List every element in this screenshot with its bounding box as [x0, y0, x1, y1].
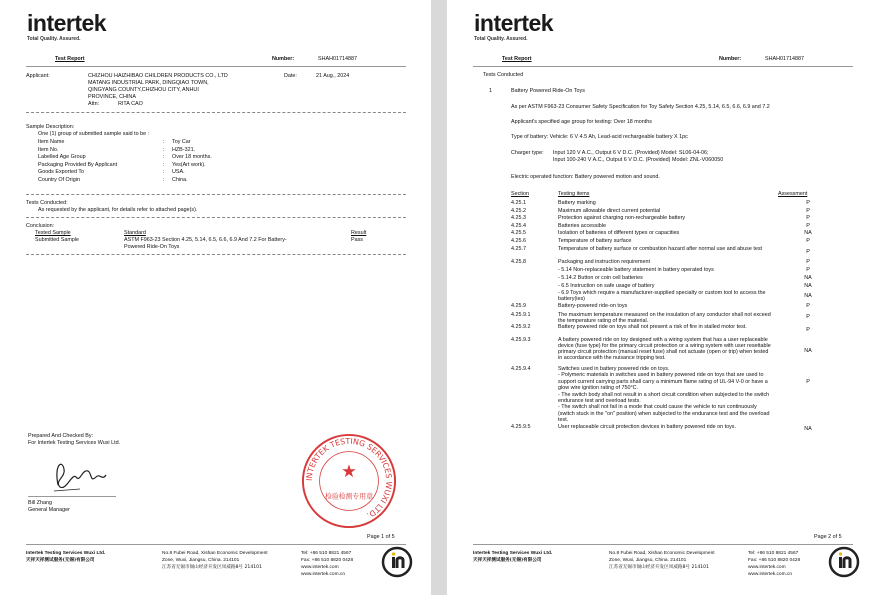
- number-label: Number:: [272, 56, 295, 62]
- footer-contact: Tel: +86 510 8821 4567: [748, 551, 799, 556]
- spec-line: As per ASTM F963-23 Consumer Safety Specification for Toy Safety Section 4.25, 5.14, 6.5, 6.6, 6.9 and 7.2: [511, 104, 770, 110]
- assessment-result: P: [806, 238, 810, 244]
- assessment-result: NA: [804, 282, 812, 289]
- colon-separator: :: [163, 161, 165, 168]
- section-number: 4.25.9.3: [511, 336, 531, 343]
- age-line: Applicant's specified age group for testing: Over 18 months: [511, 119, 652, 125]
- assessment-result: P: [806, 207, 810, 214]
- page-number: Page 1 of 5: [367, 534, 395, 540]
- sample-label: Country Of Origin: [38, 177, 80, 183]
- applicant-label: Applicant:: [26, 73, 50, 79]
- signer-name: Bill Zhang: [28, 500, 52, 506]
- assessment-result: P: [806, 303, 810, 310]
- section-number: 4.25.9.1: [511, 311, 531, 318]
- svg-text:INTERTEK TESTING SERVICES WUXI: INTERTEK TESTING SERVICES WUXI LTD.: [304, 436, 394, 521]
- section-number: 4.25.9.5: [511, 423, 531, 430]
- assessment-result: P: [806, 267, 810, 274]
- section-number: 4.25.2: [511, 207, 526, 214]
- electric-line: Electric operated function: Battery powered motion and sound.: [511, 174, 660, 180]
- assessment-result: P: [806, 222, 810, 229]
- header-rule: [26, 66, 406, 67]
- applicant-line: CHIZHOU HAIZHIBAO CHILDREN PRODUCTS CO., LTD: [88, 73, 228, 79]
- testing-item: User replaceable circuit protection devices in battery powered ride on toys.: [558, 423, 736, 430]
- testing-item: Isolation of batteries of different types or capacities: [558, 230, 680, 237]
- section-number: 4.25.7: [511, 245, 526, 252]
- footer-address: No.8 Fubei Road, Xishan Economic Development: [609, 551, 715, 556]
- assessment-result: P: [806, 215, 810, 222]
- footer-contact: Fax: +86 510 8820 0428: [748, 558, 801, 563]
- sample-label: Labelled Age Group: [38, 154, 86, 161]
- footer-company-cn: 天祥天祥测试服务(无锡)有限公司: [473, 558, 542, 563]
- testing-item: - 5.14 Non-replaceable battery statement in battery operated toys: [558, 267, 714, 274]
- testing-item: - The switch body shall not result in a short circuit condition when subjected to the switch endurance test and overload tests.: [558, 391, 770, 405]
- footer-contact: www.intertek.com: [748, 565, 786, 570]
- tested-sample: Submitted Sample: [35, 237, 80, 243]
- standard-line: ASTM F963-23 Section 4.25, 5.14, 6.5, 6.6, 6.9 And 7.2 For Battery-: [124, 237, 287, 243]
- col-section: Section: [511, 191, 529, 197]
- col-result: Result: [351, 230, 367, 236]
- report-title: Test Report: [55, 56, 85, 62]
- result-value: Pass: [351, 237, 363, 243]
- tagline: Total Quality. Assured.: [27, 36, 81, 42]
- testing-item: A battery powered ride on toy designed with a wiring system that has a user replaceable device (fuse type) for the primary circuit protection or a wiring system with user resettable primary circuit protection (manual reset fuse) shall not actuate (open or trip) when tested in accordance with the nuisance tripping test.: [558, 336, 771, 362]
- sample-label: Item Name: [38, 139, 65, 145]
- conclusion-heading: Conclusion:: [26, 223, 55, 229]
- sample-value: China.: [172, 177, 188, 183]
- col-standard: Standard: [124, 230, 146, 236]
- date-label: Date:: [284, 73, 297, 79]
- tests-conducted-text: As requested by the applicant, for details refer to attached page(s).: [38, 207, 198, 213]
- assessment-result: P: [806, 248, 810, 255]
- colon-separator: :: [163, 146, 165, 153]
- footer-address: Zone, Wuxi, Jiangsu, China. 214101: [162, 558, 240, 563]
- divider: [26, 112, 406, 113]
- section-number: 4.25.9.4: [511, 365, 531, 372]
- testing-item: - 5.14.2 Button or coin cell batteries: [558, 275, 643, 281]
- prepared-org: For Intertek Testing Services Wuxi Ltd.: [28, 440, 121, 446]
- testing-item: Temperature of battery surface: [558, 238, 632, 244]
- section-number: 4.25.9.2: [511, 324, 531, 331]
- testing-item: Protection against charging non-rechargeable battery: [558, 215, 686, 222]
- testing-item: Switches used in battery powered ride on toys.: [558, 365, 670, 372]
- divider: [26, 194, 406, 195]
- testing-item: - Polymeric materials in switches used in battery powered ride on toys that are used to support current carrying parts shall carry a minimum flame rating of UL-94 V-0 or have a glow wire ignition rating of 750°C.: [558, 372, 768, 391]
- intertek-logo: intertek: [27, 10, 107, 36]
- sample-value: Yes(Art work).: [172, 161, 206, 168]
- footer-address: Zone, Wuxi, Jiangsu, China. 214101: [609, 558, 687, 563]
- section-number: 4.25.8: [511, 258, 526, 265]
- assessment-result: P: [806, 314, 810, 321]
- svg-text:★: ★: [341, 461, 357, 482]
- report-number: SHAH01714887: [318, 56, 357, 62]
- item-title: Battery Powered Ride-On Toys: [511, 88, 585, 94]
- sample-label: Packaging Provided By Applicant: [38, 161, 118, 168]
- assessment-result: P: [806, 326, 810, 333]
- footer-company: Intertek Testing Services Wuxi Ltd.: [473, 551, 553, 556]
- testing-item: Battery-powered ride-on toys: [558, 303, 628, 310]
- report-page-2: [447, 0, 878, 595]
- section-number: 4.25.1: [511, 200, 526, 206]
- colon-separator: :: [163, 139, 165, 145]
- standard-line: Powered Ride-On Toys: [124, 244, 180, 250]
- sample-value: HZB-321.: [172, 146, 196, 153]
- header-rule: [473, 66, 853, 67]
- assessment-result: NA: [804, 426, 812, 433]
- col-testing-items: Testing items: [558, 191, 590, 197]
- report-title: Test Report: [502, 56, 532, 62]
- colon-separator: :: [163, 177, 165, 183]
- footer-contact: www.intertek.com.cn: [301, 572, 345, 577]
- tagline: Total Quality. Assured.: [474, 36, 528, 42]
- footer-address: 江苏省无锡市锡山经济开发区凤威路8号 214101: [609, 565, 710, 570]
- report-number: SHAH01714887: [765, 56, 804, 62]
- prepared-label: Prepared And Checked By:: [28, 433, 94, 439]
- number-label: Number:: [719, 56, 742, 62]
- testing-item: The maximum temperature measured on the insulation of any conductor shall not exceed the temperature rating of the material.: [558, 311, 771, 324]
- section-number: 4.25.3: [511, 215, 526, 222]
- col-tested-sample: Tested Sample: [35, 230, 71, 236]
- sample-value: Over 18 months.: [172, 154, 212, 161]
- applicant-line: QINGYANG COUNTY,CHIZHOU CITY, ANHUI: [88, 87, 199, 93]
- colon-separator: :: [163, 169, 165, 176]
- footer-rule: [26, 544, 406, 545]
- testing-item: - The switch shall not fail in a mode that could cause the vehicle to run continuously (switch stuck in the "on" position) when subjected to the endurance test and the overload test.: [558, 404, 770, 423]
- footer-contact: www.intertek.com: [301, 565, 339, 570]
- charger-line: Input 120 V A.C., Output 6 V D.C. (Provided) Model: SL06-04-06;: [553, 150, 709, 156]
- applicant-line: MATANG INDUSTRIAL PARK, DINGQIAO TOWN,: [88, 80, 209, 86]
- official-seal: [300, 432, 398, 530]
- section-number: 4.25.9: [511, 303, 526, 310]
- report-page-1: [0, 0, 431, 595]
- sample-description-heading: Sample Description:: [26, 124, 75, 130]
- colon-separator: :: [163, 154, 165, 161]
- divider: [26, 217, 406, 218]
- assessment-result: NA: [804, 347, 812, 354]
- page-gap: [431, 0, 447, 595]
- attn-value: RITA CAO: [118, 101, 143, 107]
- signer-title: General Manager: [28, 507, 70, 513]
- testing-item: - 6.5 Instruction on safe usage of battery: [558, 282, 655, 289]
- testing-item: Maximum allowable direct current potential: [558, 207, 661, 214]
- signature: [40, 455, 110, 495]
- signature-line: [28, 496, 116, 497]
- sample-intro: One (1) group of submitted sample said to be :: [38, 131, 150, 137]
- assessment-result: P: [806, 378, 810, 385]
- charger-label: Charger type:: [511, 150, 544, 156]
- assessment-result: NA: [804, 230, 812, 237]
- charger-line: Input 100-240 V A.C., Output 6 V D.C. (Provided) Model: ZNL-V060050: [553, 157, 724, 163]
- sample-value: USA.: [172, 169, 185, 176]
- svg-text:检验检测专用章: 检验检测专用章: [324, 492, 374, 501]
- sample-label: Item No.: [38, 146, 59, 153]
- sample-value: Toy Car: [172, 139, 191, 145]
- battery-line: Type of battery: Vehicle: 6 V 4.5 Ah, Lead-acid rechargeable battery X 1pc: [511, 134, 688, 140]
- testing-item: Battery powered ride on toys shall not present a risk of fire in stalled motor test.: [558, 324, 747, 331]
- footer-company: Intertek Testing Services Wuxi Ltd.: [26, 551, 106, 556]
- testing-item: Temperature of battery surface or combustion hazard after normal use and abuse test: [558, 245, 763, 252]
- assessment-result: P: [806, 200, 810, 206]
- intertek-logo: intertek: [474, 10, 554, 36]
- col-assessment: Assessment: [778, 191, 808, 197]
- page-number: Page 2 of 5: [814, 534, 842, 540]
- tests-conducted-label: Tests Conducted: [483, 72, 524, 78]
- report-date: 21 Aug., 2024: [316, 73, 350, 79]
- footer-address: 江苏省无锡市锡山经济开发区凤威路8号 214101: [162, 565, 263, 570]
- footer-contact: www.intertek.com.cn: [748, 572, 792, 577]
- footer-address: No.8 Fubei Road, Xishan Economic Development: [162, 551, 268, 556]
- assessment-result: NA: [804, 293, 812, 300]
- tests-conducted-heading: Tests Conducted:: [26, 200, 68, 206]
- footer-contact: Tel: +86 510 8821 4567: [301, 551, 352, 556]
- sample-label: Goods Exported To: [38, 169, 85, 176]
- footer-rule: [473, 544, 853, 545]
- testing-item: Battery marking: [558, 200, 596, 206]
- applicant-line: PROVINCE, CHINA: [88, 94, 136, 100]
- attn-label: Attn:: [88, 101, 100, 107]
- testing-item: Packaging and instruction requirement: [558, 258, 650, 265]
- footer-company-cn: 天祥天祥测试服务(无锡)有限公司: [26, 558, 95, 563]
- section-number: 4.25.4: [511, 222, 526, 229]
- item-number: 1: [489, 88, 492, 94]
- testing-item: Batteries accessible: [558, 222, 606, 229]
- footer-contact: Fax: +86 510 8820 0428: [301, 558, 354, 563]
- intertek-circle-logo-icon: [828, 546, 860, 578]
- section-number: 4.25.6: [511, 238, 526, 244]
- assessment-result: NA: [804, 275, 812, 281]
- section-number: 4.25.5: [511, 230, 526, 237]
- divider: [26, 254, 406, 255]
- assessment-result: P: [806, 258, 810, 265]
- intertek-circle-logo-icon: [381, 546, 413, 578]
- testing-item: - 6.9 Toys which require a manufacturer-supplied specialty or custom tool to access the battery(ies): [558, 290, 766, 303]
